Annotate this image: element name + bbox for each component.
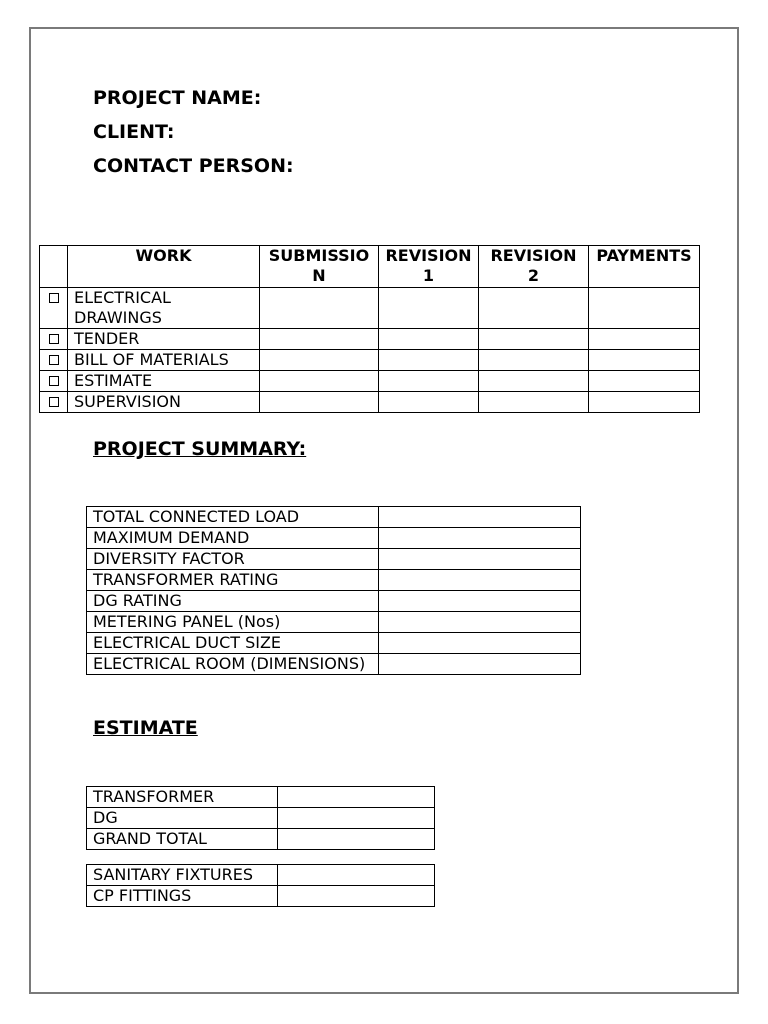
summary-value-cell[interactable] [379,612,581,633]
estimate-title: ESTIMATE [93,717,198,739]
payments-cell[interactable] [589,392,700,413]
column-header-revision-1: REVISION 1 [379,246,479,288]
checkbox-icon[interactable] [49,355,59,365]
revision-2-cell[interactable] [479,288,589,329]
table-row [87,829,435,850]
sanitary-label: CP FITTINGS [87,886,278,907]
checkbox-column-header [40,246,68,288]
summary-label: TRANSFORMER RATING [87,570,379,591]
revision-2-cell[interactable] [479,329,589,350]
table-row [87,787,435,808]
revision-1-cell[interactable] [379,288,479,329]
column-header-payments: PAYMENTS [589,246,700,288]
table-row [87,886,435,907]
summary-label: ELECTRICAL DUCT SIZE [87,633,379,654]
submission-cell[interactable] [260,350,379,371]
table-row [40,288,700,329]
estimate-value-cell[interactable] [278,787,435,808]
revision-1-cell[interactable] [379,350,479,371]
revision-1-cell[interactable] [379,371,479,392]
work-item-label: TENDER [68,329,260,350]
table-row [40,350,700,371]
summary-label: TOTAL CONNECTED LOAD [87,507,379,528]
estimate-value-cell[interactable] [278,808,435,829]
checkbox-icon[interactable] [49,397,59,407]
summary-value-cell[interactable] [379,591,581,612]
table-row [87,549,581,570]
payments-cell[interactable] [589,371,700,392]
client-label: CLIENT: [93,121,175,143]
work-item-label: BILL OF MATERIALS [68,350,260,371]
summary-value-cell[interactable] [379,633,581,654]
estimate-label: GRAND TOTAL [87,829,278,850]
revision-1-cell[interactable] [379,329,479,350]
table-row [87,633,581,654]
submission-cell[interactable] [260,392,379,413]
revision-2-cell[interactable] [479,392,589,413]
table-row [87,808,435,829]
summary-label: DIVERSITY FACTOR [87,549,379,570]
column-header-work: WORK [68,246,260,288]
table-row [87,612,581,633]
revision-1-cell[interactable] [379,392,479,413]
summary-label: DG RATING [87,591,379,612]
checkbox-icon[interactable] [49,293,59,303]
table-row [87,865,435,886]
table-row [87,654,581,675]
summary-value-cell[interactable] [379,507,581,528]
table-row [87,507,581,528]
column-header-submission: SUBMISSION [260,246,379,288]
table-row [40,392,700,413]
submission-cell[interactable] [260,371,379,392]
sanitary-value-cell[interactable] [278,865,435,886]
summary-value-cell[interactable] [379,570,581,591]
table-row [87,570,581,591]
work-item-label: ESTIMATE [68,371,260,392]
revision-2-cell[interactable] [479,350,589,371]
work-table [39,245,700,413]
work-item-label: SUPERVISION [68,392,260,413]
summary-label: ELECTRICAL ROOM (DIMENSIONS) [87,654,379,675]
summary-value-cell[interactable] [379,549,581,570]
estimate-label: TRANSFORMER [87,787,278,808]
submission-cell[interactable] [260,329,379,350]
checkbox-icon[interactable] [49,334,59,344]
summary-value-cell[interactable] [379,528,581,549]
work-table-header [40,246,700,288]
checkbox-icon[interactable] [49,376,59,386]
summary-label: METERING PANEL (Nos) [87,612,379,633]
work-item-label: ELECTRICAL DRAWINGS [68,288,260,329]
sanitary-value-cell[interactable] [278,886,435,907]
summary-value-cell[interactable] [379,654,581,675]
estimate-label: DG [87,808,278,829]
estimate-value-cell[interactable] [278,829,435,850]
sanitary-label: SANITARY FIXTURES [87,865,278,886]
project-name-label: PROJECT NAME: [93,87,262,109]
summary-label: MAXIMUM DEMAND [87,528,379,549]
contact-person-label: CONTACT PERSON: [93,155,294,177]
table-row [40,329,700,350]
estimate-table [86,786,435,850]
project-summary-title: PROJECT SUMMARY: [93,438,307,460]
table-row [87,591,581,612]
column-header-revision-2: REVISION 2 [479,246,589,288]
payments-cell[interactable] [589,350,700,371]
payments-cell[interactable] [589,329,700,350]
table-row [87,528,581,549]
revision-2-cell[interactable] [479,371,589,392]
project-summary-table [86,506,581,675]
sanitary-table [86,864,435,907]
payments-cell[interactable] [589,288,700,329]
table-row [40,371,700,392]
submission-cell[interactable] [260,288,379,329]
